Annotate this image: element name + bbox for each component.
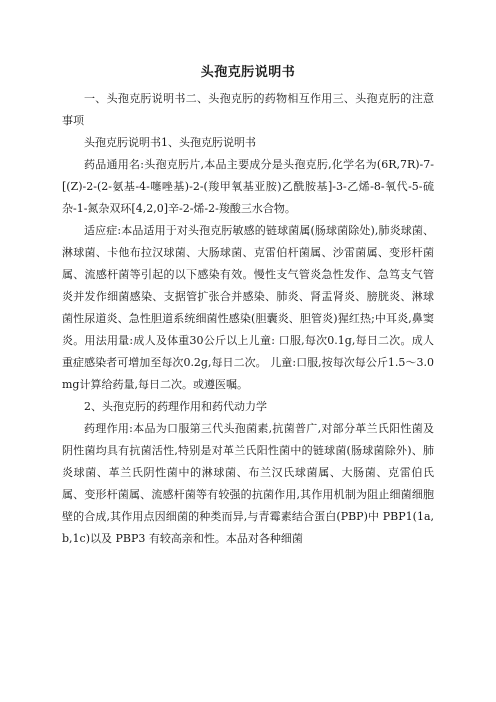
paragraph-indications: 适应症:本品适用于对头孢克肟敏感的链球菌属(肠球菌除处),肺炎球菌、淋球菌、卡他布拉汉球菌、大肠球菌、克雷伯杆菌属、沙雷菌属、变形杆菌属、流感杆菌等引起的以下感染有效。慢性支气管炎急性发作、急笃支气管炎并发作细菌感染、支据管扩张合并感染、肺炎、肾盂肾炎、膀胱炎、淋球菌性尿道炎、急性胆道系统细菌性感染(胆囊炎、胆管炎)猩红热;中耳炎,鼻窦炎。用法用量:成人及体重30公斤以上儿童: 口服,每次0.1g,每日二次。成人重症感染者可增加至每次0.2g,每日二次。 儿童:口服,按每次每公斤1.5～3.0mg计算给药量,每日二次。或遵医嘱。 — [62, 224, 434, 391]
paragraph-drug-name: 药品通用名:头孢克肟片,本品主要成分是头孢克肟,化学名为(6R,7R)-7-[(Z)-2-(2-氨基-4-噻唑基)-2-(羧甲氧基亚胺)乙酰胺基]-3-乙烯-8-氧代-5-硫杂-1-氮杂双环[4,2,0]辛-2-烯-2-羧酸三水合物。 — [62, 158, 434, 215]
paragraph-pharmacology: 药理作用:本品为口服第三代头孢菌素,抗菌普广,对部分革兰氏阳性菌及阴性菌均具有抗菌活性,特别是对革兰氏阳性菌中的链球菌(肠球菌除外)、肺炎球菌、革兰氏阴性菌中的淋球菌、布兰汉氏球菌属、大肠菌、克雷伯氏属、变形杆菌属、流感杆菌等有较强的抗菌作用,其作用机制为阻止细菌细胞壁的合成,其作用点因细菌的种类而异,与青霉素结合蛋白(PBP)中 PBP1(1a,b,1c)以及 PBP3 有较高亲和性。本品对各种细菌 — [62, 422, 434, 545]
document-title: 头孢克肟说明书 — [200, 65, 296, 80]
paragraph-toc: 一、头孢克肟说明书二、头孢克肟的药物相互作用三、头孢克肟的注意事项 — [62, 92, 434, 127]
paragraph-section-heading: 头孢克肟说明书1、头孢克肟说明书 — [84, 136, 256, 149]
paragraph-pharmacology-heading: 2、头孢克肟的药理作用和药代动力学 — [84, 400, 267, 413]
